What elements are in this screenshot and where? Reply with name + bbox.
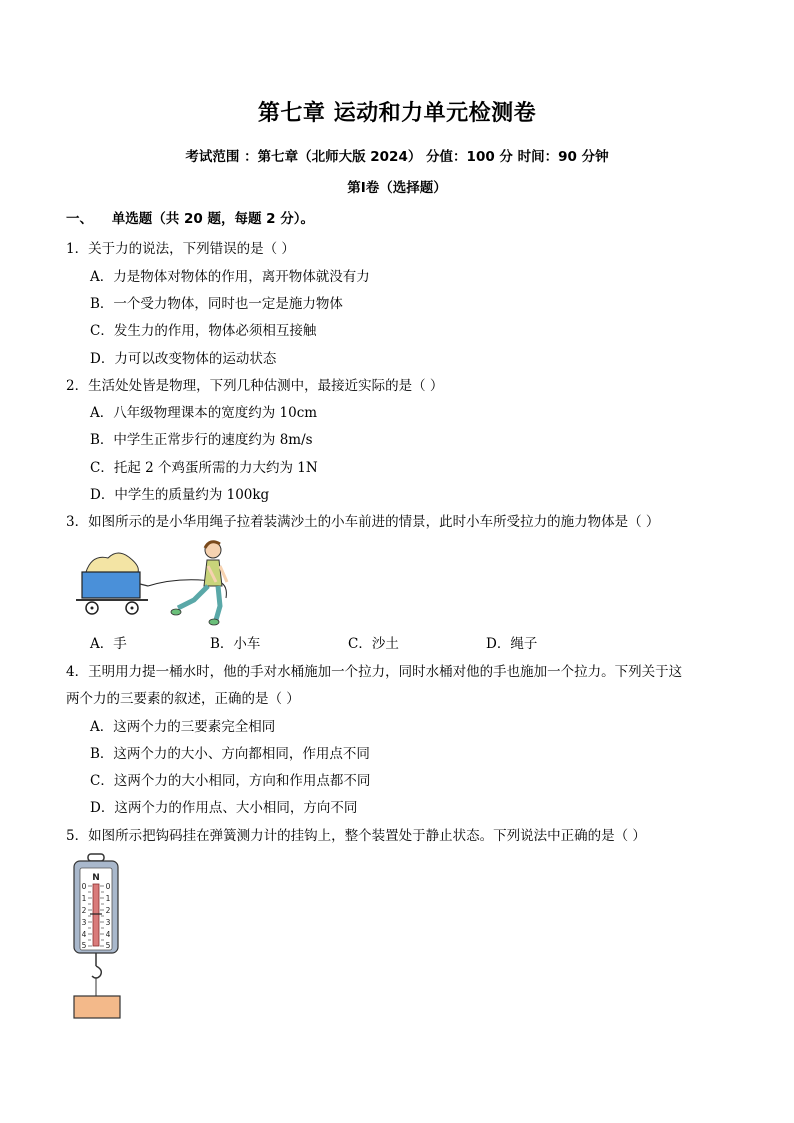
question-1-option-a: A．力是物体对物体的作用，离开物体就没有力 bbox=[90, 269, 370, 285]
scale-tick-left-0: 0 bbox=[81, 882, 87, 891]
scale-unit-label: N bbox=[92, 873, 100, 883]
question-1-option-d: D．力可以改变物体的运动状态 bbox=[90, 351, 277, 367]
scale-tick-left-1: 1 bbox=[81, 894, 87, 903]
question-4-stem-line-1: 4．王明用力提一桶水时，他的手对水桶施加一个拉力，同时水桶对他的手也施加一个拉力。下列关于这 bbox=[66, 664, 683, 680]
scale-tick-right-3: 3 bbox=[105, 918, 111, 927]
spring-scale-illustration bbox=[66, 852, 136, 1024]
scale-tick-left-5: 5 bbox=[81, 941, 87, 950]
scale-tick-left-3: 3 bbox=[81, 918, 87, 927]
scale-tick-right-1: 1 bbox=[105, 894, 111, 903]
scale-tick-right-0: 0 bbox=[105, 882, 111, 891]
question-2-option-c: C．托起 2 个鸡蛋所需的力大约为 1N bbox=[90, 460, 318, 476]
question-4-option-d: D．这两个力的作用点、大小相同，方向不同 bbox=[90, 800, 358, 816]
scale-tick-right-2: 2 bbox=[105, 906, 111, 915]
question-2-option-b: B．中学生正常步行的速度约为 8m/s bbox=[90, 432, 313, 448]
question-3-option-a: A．手 bbox=[90, 636, 127, 652]
question-3-option-d: D．绳子 bbox=[486, 636, 538, 652]
question-3-option-c: C．沙土 bbox=[348, 636, 399, 652]
cart-pulling-illustration bbox=[70, 536, 250, 628]
question-1-stem: 1．关于力的说法，下列错误的是（ ） bbox=[66, 241, 295, 257]
question-3-stem: 3．如图所示的是小华用绳子拉着装满沙土的小车前进的情景，此时小车所受拉力的施力物体是（ ） bbox=[66, 514, 660, 530]
scale-tick-right-5: 5 bbox=[105, 941, 111, 950]
question-4-option-c: C．这两个力的大小相同，方向和作用点都不同 bbox=[90, 773, 371, 789]
part-heading: 第Ⅰ卷（选择题） bbox=[347, 180, 447, 196]
section-heading: 一、 单选题（共 20 题，每题 2 分）。 bbox=[66, 211, 315, 227]
question-5-stem: 5．如图所示把钩码挂在弹簧测力计的挂钩上，整个装置处于静止状态。下列说法中正确的是（ ） bbox=[66, 828, 646, 844]
question-4-stem-line-2: 两个力的三要素的叙述，正确的是（ ） bbox=[66, 691, 300, 707]
scale-tick-left-4: 4 bbox=[81, 930, 87, 939]
question-2-option-d: D．中学生的质量约为 100kg bbox=[90, 487, 270, 503]
scale-tick-left-2: 2 bbox=[81, 906, 87, 915]
exam-subtitle: 考试范围 ：第七章（北师大版 2024） 分值：100 分 时间：90 分钟 bbox=[185, 149, 609, 165]
question-2-option-a: A．八年级物理课本的宽度约为 10cm bbox=[90, 405, 318, 421]
question-2-stem: 2．生活处处皆是物理，下列几种估测中，最接近实际的是（ ） bbox=[66, 378, 444, 394]
question-4-option-a: A．这两个力的三要素完全相同 bbox=[90, 719, 276, 735]
question-3-option-b: B．小车 bbox=[210, 636, 261, 652]
question-1-option-b: B．一个受力物体，同时也一定是施力物体 bbox=[90, 296, 343, 312]
question-1-option-c: C．发生力的作用，物体必须相互接触 bbox=[90, 323, 317, 339]
exam-title: 第七章 运动和力单元检测卷 bbox=[257, 101, 537, 126]
question-4-option-b: B．这两个力的大小、方向都相同，作用点不同 bbox=[90, 746, 370, 762]
scale-tick-right-4: 4 bbox=[105, 930, 111, 939]
